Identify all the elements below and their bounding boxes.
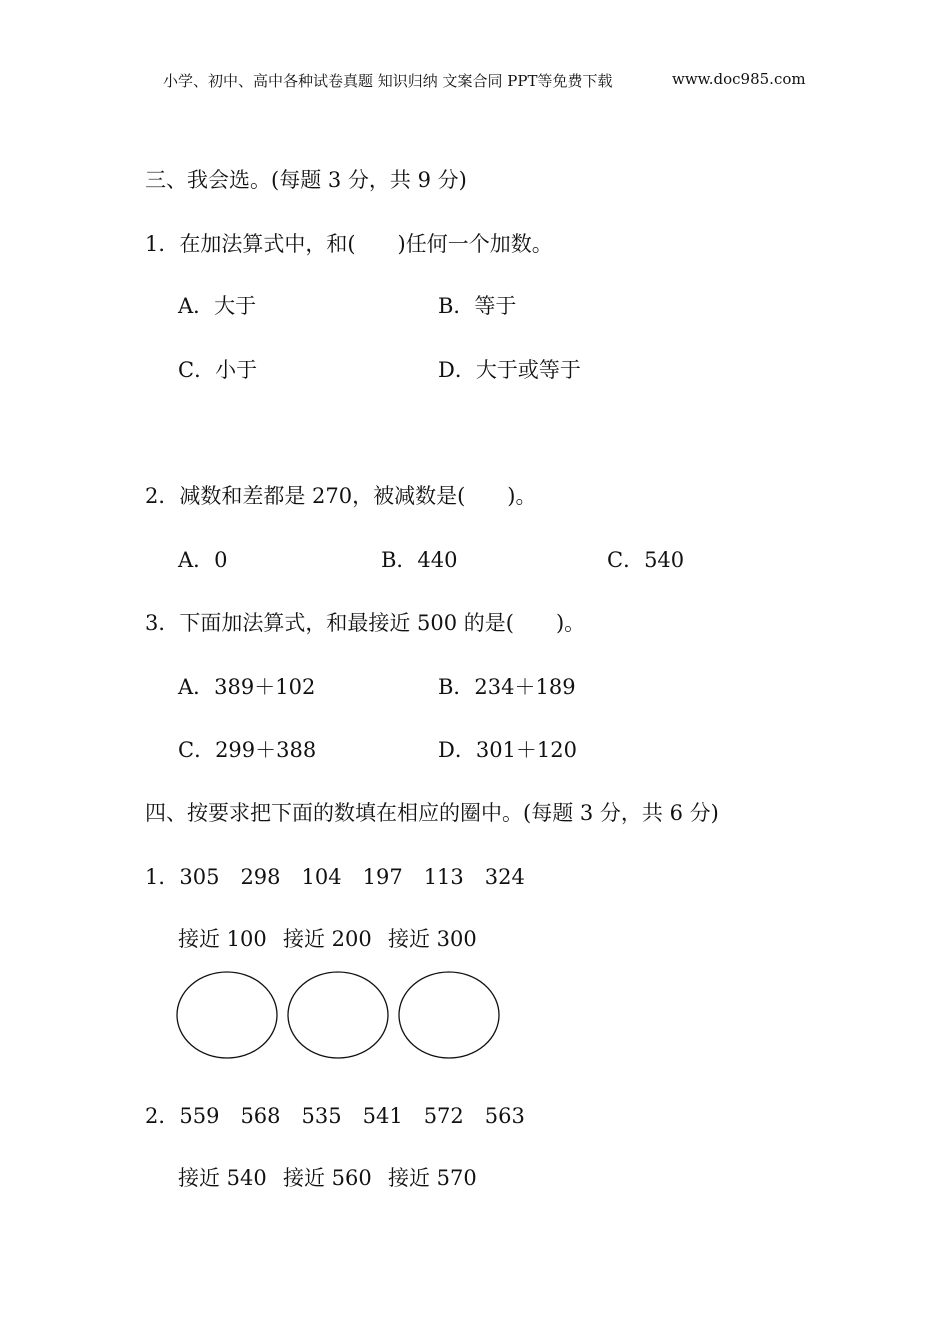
q3-option-d: D．301＋120	[438, 738, 578, 762]
s4-q2-label-540: 接近 540	[178, 1166, 267, 1190]
answer-circle-2[interactable]	[288, 972, 388, 1058]
header-left-text: 小学、初中、高中各种试卷真题 知识归纳 文案合同 PPT等免费下载	[163, 72, 613, 90]
s4-q1-label-300: 接近 300	[388, 927, 477, 951]
q2-option-a: A．0	[178, 548, 228, 572]
s4-q1-label-100: 接近 100	[178, 927, 267, 951]
q1-option-d: D．大于或等于	[438, 358, 581, 382]
answer-circle-1[interactable]	[177, 972, 277, 1058]
s4-q1-numbers: 1．305 298 104 197 113 324	[145, 865, 525, 889]
s4-q2-label-560: 接近 560	[283, 1166, 372, 1190]
q2-stem: 2．减数和差都是 270，被减数是( )。	[145, 484, 537, 508]
q1-option-b: B．等于	[438, 294, 517, 318]
s4-q1-label-200: 接近 200	[283, 927, 372, 951]
q3-option-c: C．299＋388	[178, 738, 317, 762]
section-3-title: 三、我会选。(每题 3 分，共 9 分)	[145, 168, 467, 192]
q2-option-c: C．540	[607, 548, 685, 572]
q1-option-c: C．小于	[178, 358, 258, 382]
q2-option-b: B．440	[381, 548, 458, 572]
answer-circles	[170, 968, 510, 1062]
q3-stem: 3．下面加法算式，和最接近 500 的是( )。	[145, 611, 586, 635]
q3-option-a: A．389＋102	[178, 675, 316, 699]
q1-option-a: A．大于	[178, 294, 257, 318]
q1-stem: 1．在加法算式中，和( )任何一个加数。	[145, 232, 553, 256]
q3-option-b: B．234＋189	[438, 675, 576, 699]
header-url: www.doc985.com	[672, 70, 806, 88]
answer-circle-3[interactable]	[399, 972, 499, 1058]
s4-q2-label-570: 接近 570	[388, 1166, 477, 1190]
s4-q2-numbers: 2．559 568 535 541 572 563	[145, 1104, 525, 1128]
section-4-title: 四、按要求把下面的数填在相应的圈中。(每题 3 分，共 6 分)	[145, 801, 719, 825]
